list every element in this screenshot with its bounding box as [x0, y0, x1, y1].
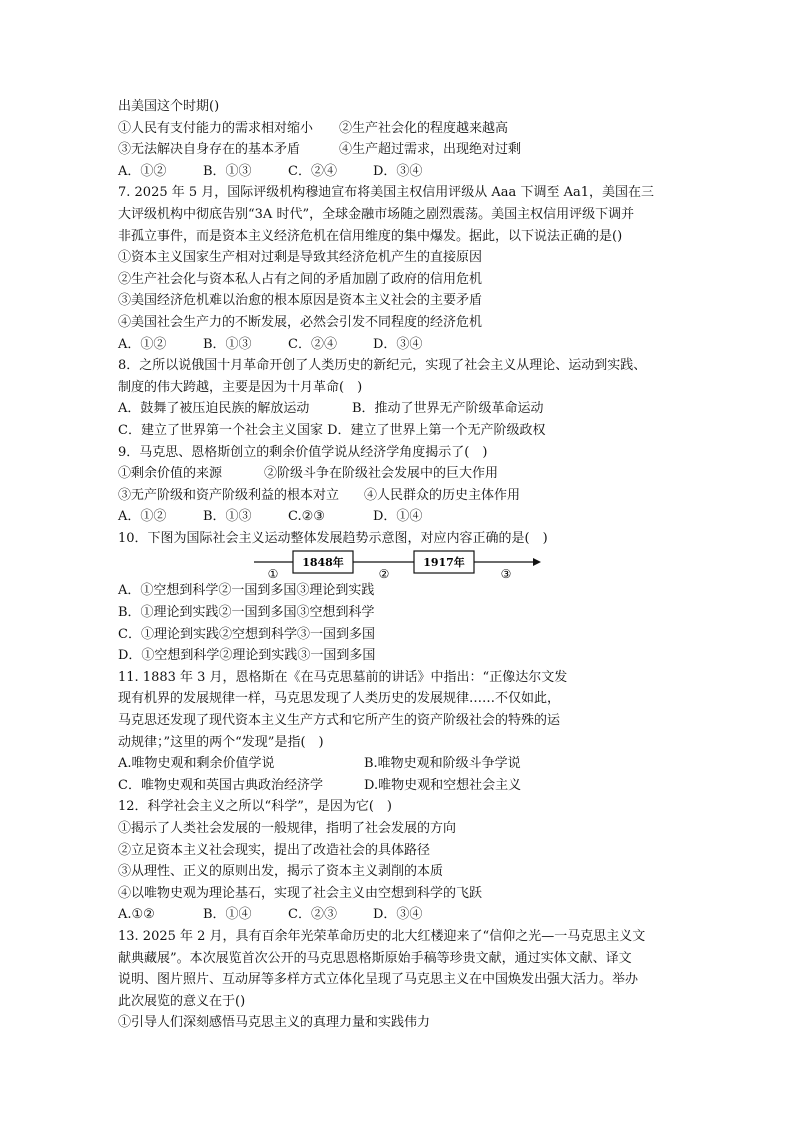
option-a[interactable]: A．①②: [118, 509, 167, 525]
question-7-text: 非孤立事件，而是资本主义经济危机在信用维度的集中爆发。据此，以下说法正确的是(): [118, 228, 623, 244]
option-a[interactable]: A．①②: [118, 163, 167, 179]
option-d[interactable]: D．①④: [373, 509, 423, 525]
answer-options-q11-ab: [118, 753, 678, 775]
statement-row: [118, 485, 678, 507]
statement-row: [118, 118, 678, 140]
question-13-text: 13. 2025 年 2 月，具有百余年光荣革命历史的北大红楼迎来了“信仰之光—一马克思主义文: [118, 928, 646, 944]
statement: ②立足资本主义社会现实，提出了改造社会的具体路径: [118, 842, 431, 858]
option-b[interactable]: B．①③: [203, 509, 252, 525]
question-11-text: 现有机界的发展规律一样，马克思发现了人类历史的发展规律……不仅如此，: [118, 691, 561, 707]
option-b[interactable]: B．①③: [203, 163, 252, 179]
statement: ①引导人们深刻感悟马克思主义的真理力量和实践伟力: [118, 1015, 431, 1031]
question-13-text: 说明、图片照片、互动屏等多样方式立体化呈现了马克思主义在中国焕发出强大活力。举办: [118, 972, 639, 988]
answer-options-q7: [118, 334, 678, 356]
statement: ②生产社会化与资本私人占有之间的矛盾加剧了政府的信用危机: [118, 271, 483, 287]
answer-options-q8-cd[interactable]: C．建立了世界第一个社会主义国家 D．建立了世界上第一个无产阶级政权: [118, 422, 546, 438]
option-b[interactable]: B．推动了世界无产阶级革命运动: [352, 401, 544, 417]
option-d[interactable]: D.唯物史观和空想社会主义: [364, 777, 522, 793]
option-c[interactable]: C.②③: [288, 509, 325, 525]
answer-options-q6: [118, 161, 678, 183]
option-a[interactable]: A．鼓舞了被压迫民族的解放运动: [118, 401, 310, 417]
timeline-svg: [251, 550, 541, 580]
statement: ①人民有支付能力的需求相对缩小 ②生产社会化的程度越来越高: [118, 120, 509, 136]
question-13-text: 献典藏展”。本次展览首次公开的马克思恩格斯原始手稿等珍贵文献，通过实体文献、译文: [118, 950, 632, 966]
exam-page: [118, 96, 678, 1034]
option-b[interactable]: B．①④: [203, 907, 252, 923]
marker-2: ②: [378, 567, 390, 581]
statement: ③从理性、正义的原则出发，揭示了资本主义剥削的本质: [118, 864, 444, 880]
statement: ④人民群众的历史主体作用: [364, 487, 521, 503]
question-7-text: 7. 2025 年 5 月，国际评级机构穆迪宣布将美国主权信用评级从 Aaa 下调至 Aa1，美国在三: [118, 185, 654, 201]
question-11-text: 动规律；”这里的两个“发现”是指( ): [118, 734, 324, 750]
statement-row: ③无法解决自身存在的基本矛盾 ④生产超过需求，出现绝对过剩: [118, 142, 522, 158]
statement: ③美国经济危机难以治愈的根本原因是资本主义社会的主要矛盾: [118, 293, 483, 309]
question-10-text: 10．下图为国际社会主义运动整体发展趋势示意图，对应内容正确的是( ): [118, 530, 548, 546]
answer-options-q12: [118, 904, 678, 926]
label-1917: 1917年: [423, 556, 465, 570]
statement: ④美国社会生产力的不断发展，必然会引发不同程度的经济危机: [118, 314, 483, 330]
statement: ①揭示了人类社会发展的一般规律，指明了社会发展的方向: [118, 821, 457, 836]
question-12-text: 12．科学社会主义之所以“科学”，是因为它( ): [118, 799, 392, 815]
option-a[interactable]: A.唯物史观和剩余价值学说: [118, 756, 275, 772]
option-d[interactable]: D．①空想到科学②理论到实践③一国到多国: [118, 648, 376, 664]
option-c[interactable]: C．②③: [288, 907, 337, 923]
question-9-text: 9．马克思、恩格斯创立的剩余价值学说从经济学角度揭示了( ): [118, 444, 488, 460]
arrowhead-icon: [533, 558, 541, 566]
option-c[interactable]: C．①理论到实践②空想到科学③一国到多国: [118, 626, 375, 642]
question-7-text: 大评级机构中彻底告别“3A 时代”，全球金融市场随之剧烈震荡。美国主权信用评级下调并: [118, 206, 635, 222]
answer-options-q11-cd: [118, 775, 678, 797]
option-d[interactable]: D．③④: [373, 336, 423, 352]
option-c[interactable]: C．唯物史观和英国古典政治经济学: [118, 777, 323, 793]
option-b[interactable]: B．①理论到实践②一国到多国③空想到科学: [118, 605, 375, 621]
option-a[interactable]: A．①②: [118, 336, 167, 352]
statement: ③无产阶级和资产阶级利益的根本对立: [118, 487, 340, 503]
timeline-diagram: [118, 550, 678, 580]
option-a[interactable]: A．①空想到科学②一国到多国③理论到实践: [118, 583, 375, 599]
option-d[interactable]: D．③④: [373, 163, 423, 179]
answer-options-q8-ab: [118, 398, 678, 420]
label-1848: 1848年: [302, 556, 344, 570]
question-11-text: 马克思还发现了现代资本主义生产方式和它所产生的资产阶级社会的特殊的运: [118, 713, 561, 729]
statement-row: [118, 463, 678, 485]
marker-3: ③: [500, 567, 512, 581]
question-13-text: 此次展览的意义在于(): [118, 993, 246, 1009]
question-text: 出美国这个时期(): [118, 99, 220, 114]
marker-1: ①: [267, 567, 279, 581]
statement: ①资本主义国家生产相对过剩是导致其经济危机产生的直接原因: [118, 250, 483, 266]
option-a[interactable]: A.①②: [118, 907, 155, 923]
answer-options-q9: [118, 506, 678, 528]
statement: ①剩余价值的来源: [118, 466, 223, 482]
option-c[interactable]: C．②④: [288, 336, 337, 352]
question-11-text: 11. 1883 年 3 月，恩格斯在《在马克思墓前的讲话》中指出：“正像达尔文发: [118, 669, 568, 685]
question-8-text: 制度的伟大跨越，主要是因为十月革命( ): [118, 379, 363, 395]
option-c[interactable]: C．②④: [288, 163, 337, 179]
option-b[interactable]: B.唯物史观和阶级斗争学说: [364, 756, 521, 772]
question-8-text: 8．之所以说俄国十月革命开创了人类历史的新纪元，实现了社会主义从理论、运动到实践、: [118, 358, 647, 374]
statement: ④以唯物史观为理论基石，实现了社会主义由空想到科学的飞跃: [118, 885, 483, 901]
option-d[interactable]: D．③④: [373, 907, 423, 923]
statement: ②阶级斗争在阶级社会发展中的巨大作用: [264, 466, 499, 482]
option-b[interactable]: B．①③: [203, 336, 252, 352]
